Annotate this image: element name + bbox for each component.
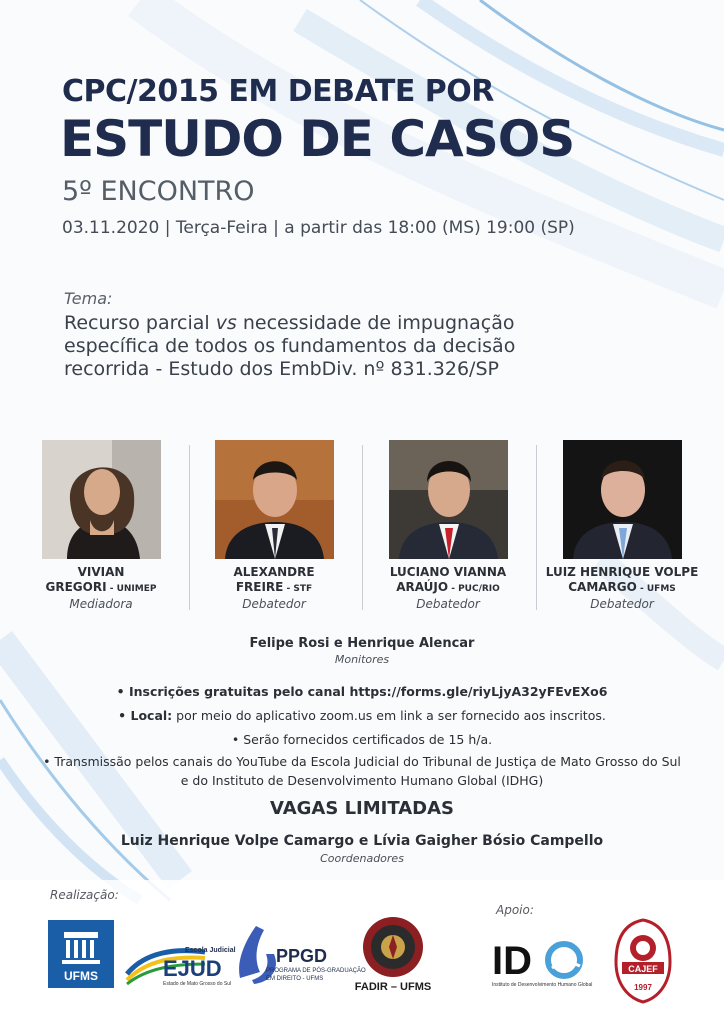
idhg-sub-text: Instituto de Desenvolvimento Humano Global: [492, 982, 593, 988]
speaker-role: Mediadora: [69, 597, 133, 611]
ejud-sub-text: Estado de Mato Grosso do Sul: [163, 981, 232, 987]
coordinators-role: Coordenadores: [320, 852, 404, 865]
inscricoes-text: • Inscrições gratuitas pelo canal https://forms.gle/riyLjyA32yFEvEXo6: [116, 684, 608, 699]
divider: [536, 445, 537, 610]
info-local: [0, 707, 724, 724]
speaker-card: [21, 440, 181, 612]
info-inscricoes: [0, 683, 724, 700]
tema-line-1b: necessidade de impugnação: [236, 312, 515, 334]
speaker-role: Debatedor: [242, 597, 306, 611]
title-line-1: CPC/2015 EM DEBATE POR: [62, 74, 494, 109]
local-text: por meio do aplicativo zoom.us em link a ser fornecido aos inscritos.: [172, 708, 606, 723]
speaker-name-line2: FREIRE: [235, 580, 284, 594]
speaker-photo: [563, 440, 682, 559]
local-label: • Local:: [118, 708, 173, 723]
tema-line-2: específica de todos os fundamentos da decisão: [64, 335, 516, 357]
fadir-text: FADIR – UFMS: [354, 981, 432, 993]
date-line: 03.11.2020 | Terça-Feira | a partir das 18:00 (MS) 19:00 (SP): [62, 218, 575, 238]
info-transmissao-1: • Transmissão pelos canais do YouTube da Escola Judicial do Tribunal de Justiça de Mato Grosso do Sul: [43, 754, 681, 769]
speaker-name: [21, 565, 181, 597]
speaker-name-line2: CAMARGO: [568, 580, 637, 594]
fadir-seal: [350, 915, 436, 995]
speaker-photo: [389, 440, 508, 559]
speaker-name-line1: ALEXANDRE: [233, 565, 315, 579]
ppgd-logo: [236, 920, 366, 986]
tema-line-1-vs: vs: [215, 312, 237, 334]
tema-line-1: [64, 312, 534, 335]
tema-line-3: recorrida - Estudo dos EmbDiv. nº 831.326/SP: [64, 358, 499, 380]
tema-line-1a: Recurso parcial: [64, 312, 216, 334]
speaker-name: [368, 565, 528, 597]
ejud-logo: [125, 944, 235, 988]
ppgd-text: PPGD: [276, 946, 328, 966]
monitors-role: Monitores: [334, 653, 390, 666]
speaker-card: [542, 440, 702, 612]
speaker-institution: - STF: [283, 584, 313, 594]
coordinators-names: Luiz Henrique Volpe Camargo e Lívia Gaigher Bósio Campello: [120, 833, 604, 849]
divider: [189, 445, 190, 610]
tema-text: [64, 312, 534, 381]
speaker-institution: - UNIMEP: [106, 584, 157, 594]
speaker-institution: - PUC/RIO: [448, 584, 500, 594]
speaker-name-line1: LUIZ HENRIQUE VOLPE: [545, 565, 699, 579]
ppgd-sub2-text: EM DIREITO - UFMS: [266, 976, 324, 982]
speaker-name-line2: ARAÚJO: [396, 580, 449, 594]
cajef-year-text: 1997: [634, 983, 652, 992]
info-transmissao-2: e do Instituto de Desenvolvimento Humano Global (IDHG): [180, 773, 544, 788]
realizacao-label: Realização:: [50, 888, 119, 902]
apoio-label: Apoio:: [496, 903, 534, 917]
speaker-role: Debatedor: [416, 597, 480, 611]
speaker-name: [194, 565, 354, 597]
speaker-name-line1: VIVIAN: [77, 565, 125, 579]
divider: [362, 445, 363, 610]
speaker-card: [368, 440, 528, 612]
ppgd-sub1-text: PROGRAMA DE PÓS-GRADUAÇÃO: [266, 968, 366, 974]
speaker-photo: [215, 440, 334, 559]
cajef-text: CAJEF: [628, 964, 658, 974]
speaker-name: [542, 565, 702, 597]
idhg-text: ID: [492, 939, 532, 983]
ufms-logo-text: UFMS: [64, 969, 98, 983]
speaker-name-line1: LUCIANO VIANNA: [389, 565, 507, 579]
vagas-limitadas: VAGAS LIMITADAS: [270, 798, 454, 819]
tema-label: Tema:: [64, 289, 113, 308]
ufms-logo: [48, 920, 114, 988]
cajef-logo: [614, 918, 672, 1004]
speaker-institution: - UFMS: [636, 584, 676, 594]
speaker-card: [194, 440, 354, 612]
speaker-name-line2: GREGORI: [45, 580, 107, 594]
monitors-names: Felipe Rosi e Henrique Alencar: [249, 636, 475, 651]
info-certificados: • Serão fornecidos certificados de 15 h/a.: [231, 732, 493, 747]
title-line-2: ESTUDO DE CASOS: [60, 110, 575, 168]
speaker-photo: [42, 440, 161, 559]
edition: 5º ENCONTRO: [62, 176, 255, 207]
idhg-logo: [492, 936, 593, 988]
speaker-role: Debatedor: [590, 597, 654, 611]
ejud-top-text: Escola Judicial: [185, 947, 236, 954]
ejud-text: EJUD: [163, 956, 222, 981]
